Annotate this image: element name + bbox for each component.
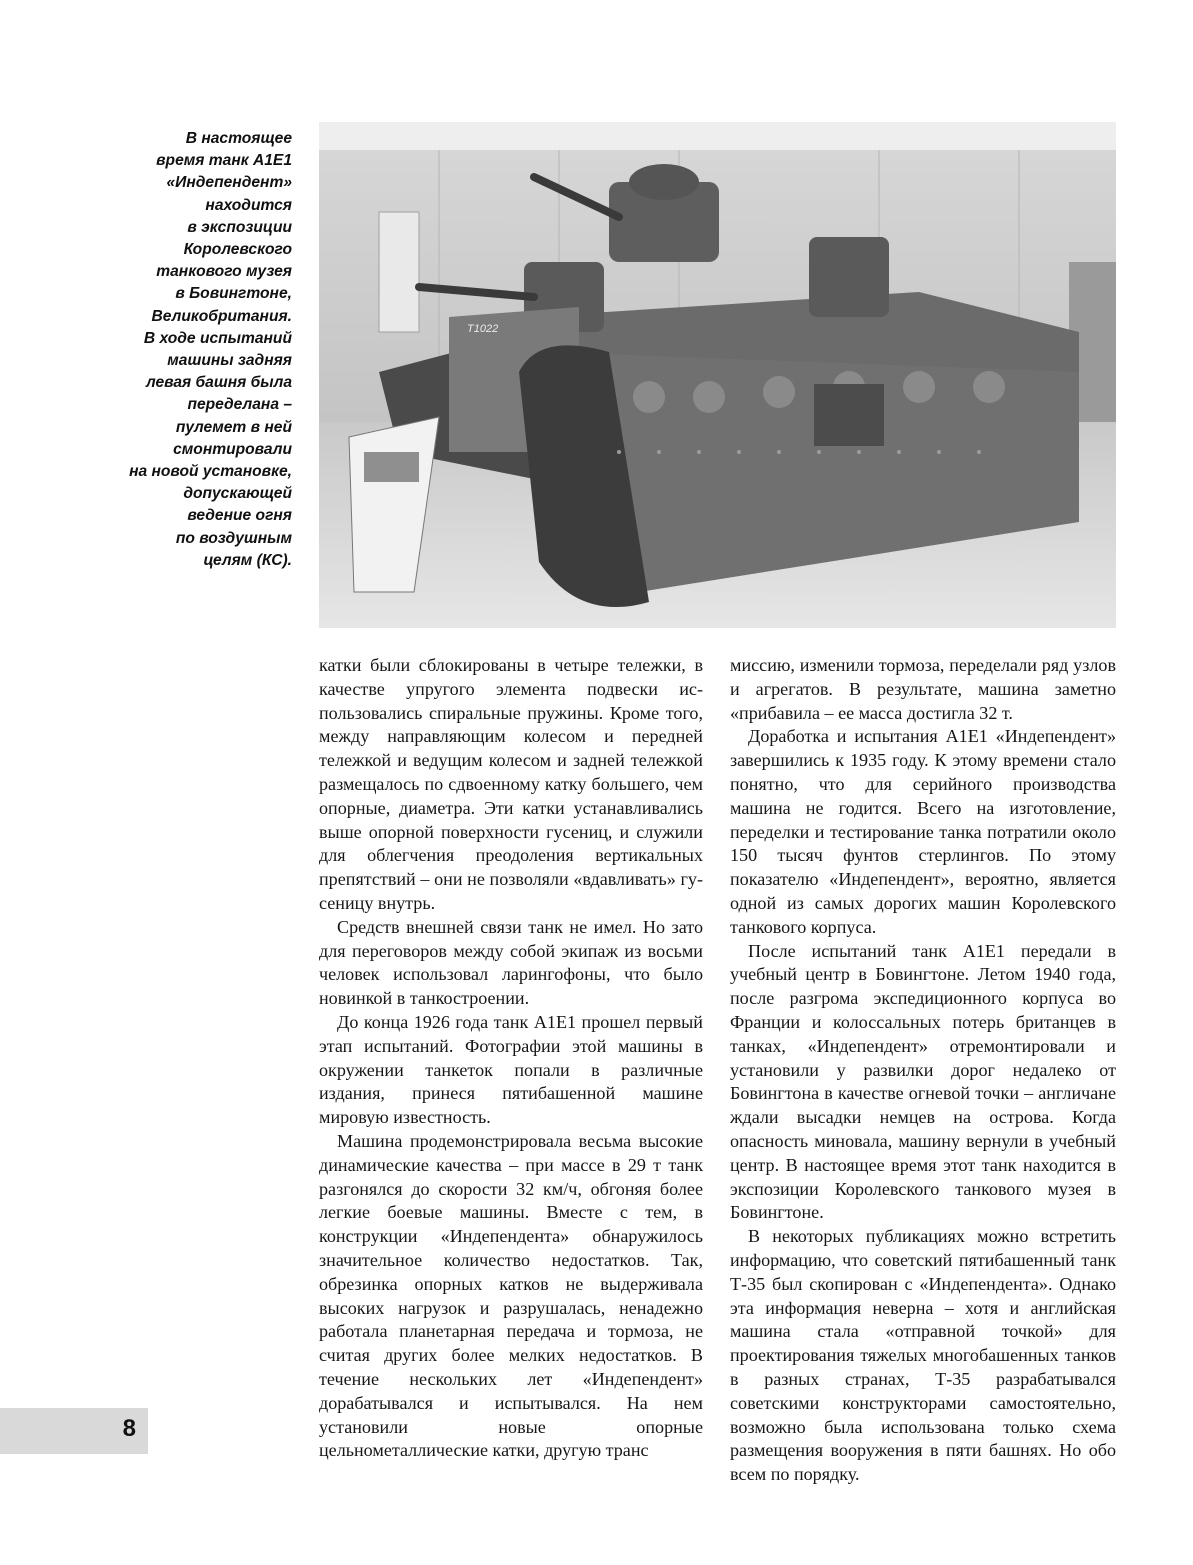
page-number: 8 <box>122 1415 136 1442</box>
paragraph: Доработка и испытания A1E1 «Индепендент» завершились к 1935 году. К этому времени стало понятно, что для серийного производства машина не годится. Всего на изготовление, переделки и тестирование танка потратили около 150 тысяч фунтов стерлингов. По этому показателю «Индепендент», вероятно, является одной из самых дорогих машин Королевского танкового корпуса. <box>730 726 1116 937</box>
tank-photo-icon <box>319 122 1116 628</box>
paragraph: После испытаний танк A1E1 передали в учебный центр в Бовингтоне. Летом 1940 года, после разгрома экспедиционного корпуса во Франции и колоссальных потерь британцев в танках, «Индепендент» отремонтировали и установили у развилки дорог недалеко от Бовингтона в качестве огневой точки – англичане ждали высадки немцев на острова. Когда опасность миновала, машину вернули в учебный центр. В настоящее время этот танк находится в экспозиции Королевского танкового музея в Бовингтоне. <box>730 940 1116 1223</box>
paragraph: Средств внешней связи танк не имел. Но зато для переговоров между собой экипаж из восьми человек использовал ларингофоны, что было новинкой в танкостроении. <box>319 916 703 1009</box>
paragraph: До конца 1926 года танк A1E1 прошел первый этап испытаний. Фотографии этой машины в окружении танкеток попали в различные издания, принеся пятибашенной машине мировую известность. <box>319 1011 703 1128</box>
photo-caption: В настоящее время танк A1E1 «Индепендент» находится в экспозиции Королевского танкового музея в Бовингтоне, Великобритания. В ходе испытаний машины задняя левая башня была переделана – пулемет в ней смонтировали на новой установке, допускающей ведение огня по воздушным целям (КС). <box>129 130 292 569</box>
hull-marking: T1022 <box>467 323 499 335</box>
paragraph: катки были сблокированы в четыре тележки, в качестве упругого элемента подвески использовались спиральные пружины. Кроме того, между направляющим колесом и передней тележкой и ведущим колесом и задней тележкой размещалось по сдвоенному катку большего, чем опорные, диаметра. Эти катки устанавливались выше опорной поверхности гусениц, и служили для облегчения преодоления вертикальных препятствий – они не позволяли «вдавливать» гусеницу внутрь. <box>319 655 703 913</box>
page-number-box <box>0 1408 148 1454</box>
tank-photo <box>319 122 1116 628</box>
text-column-right <box>730 654 1116 1487</box>
text-column-left <box>319 654 703 1463</box>
paragraph: В некоторых публикациях можно встретить информацию, что советский пятибашенный танк Т-35 был скопирован с «Индепендента». Однако эта информация неверна – хотя и английская машина стала «отправной точкой» для проектирования тяжелых многобашенных танков в разных странах, Т-35 разрабатывался советскими конструкторами самостоятельно, возможно была использована только схема размещения вооружения в пяти башнях. Но обо всем по порядку. <box>730 1226 1116 1485</box>
paragraph: Машина продемонстрировала весьма высокие динамические качества – при массе в 29 т танк разгонялся до скорости 32 км/ч, обгоняя более легкие боевые машины. Вместе с тем, в конструкции «Индепендента» обнаружилось значительное количество недостатков. Так, обрезинка опорных катков не выдерживала высоких нагрузок и разрушалась, ненадежно работала планетарная передача и тормоза, не считая других более мелких недостатков. В течение нескольких лет «Индепендент» дорабатывался и испытывался. На нем установили новые опорные цельнометаллические катки, другую транс <box>319 1130 703 1461</box>
paragraph: миссию, изменили тормоза, переделали ряд узлов и агрегатов. В результате, машина заметно «прибавила – ее масса достигла 32 т. <box>730 655 1116 723</box>
